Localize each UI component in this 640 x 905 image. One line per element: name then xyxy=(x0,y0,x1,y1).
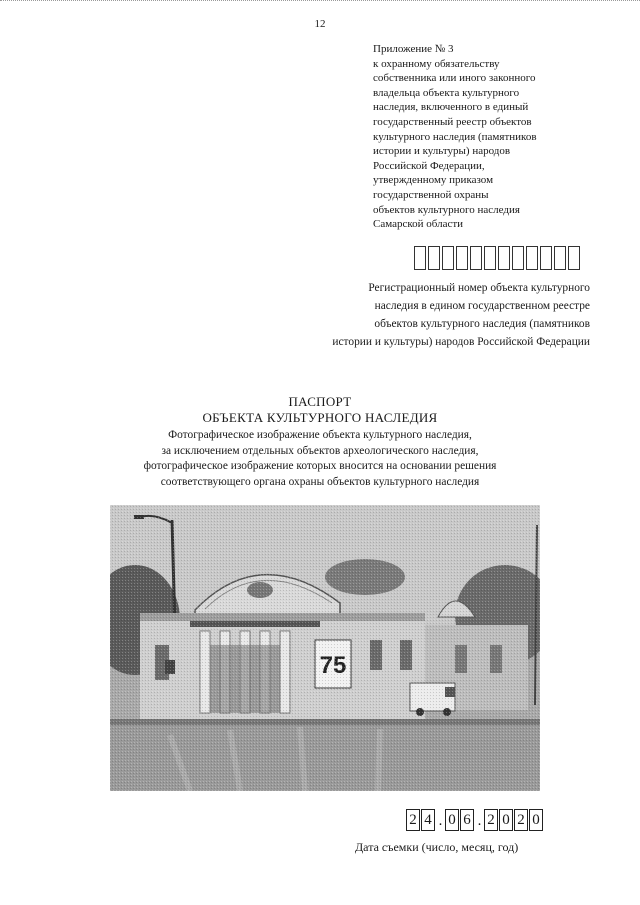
date-year-digit: 2 xyxy=(514,809,528,831)
date-separator: . xyxy=(477,813,482,829)
appendix-line: собственника или иного законного xyxy=(373,72,536,85)
appendix-line: к охранному обязательству xyxy=(373,57,500,70)
appendix-line: культурного наследия (памятников xyxy=(373,130,537,143)
registration-label-line: наследия в едином государственном реестре xyxy=(374,300,590,312)
date-day-digit: 2 xyxy=(406,809,420,831)
registration-label-line: объектов культурного наследия (памятников xyxy=(374,318,590,330)
registration-cell xyxy=(498,246,510,270)
registration-cell xyxy=(414,246,426,270)
title-line: ОБЪЕКТА КУЛЬТУРНОГО НАСЛЕДИЯ xyxy=(202,410,438,425)
date-year-digit: 0 xyxy=(499,809,513,831)
registration-cell xyxy=(484,246,496,270)
caption-line: фотографическое изображение которых вносится на основании решения xyxy=(143,460,497,472)
registration-cell xyxy=(554,246,566,270)
registration-cell xyxy=(512,246,524,270)
registration-cell xyxy=(540,246,552,270)
caption-line: соответствующего органа охраны объектов культурного наследия xyxy=(160,475,480,488)
registration-cell xyxy=(428,246,440,270)
date-year-digit: 0 xyxy=(529,809,543,831)
appendix-block xyxy=(373,42,613,232)
photo-illustration xyxy=(110,505,540,791)
registration-cell xyxy=(526,246,538,270)
appendix-line: государственный реестр объектов xyxy=(373,115,532,128)
caption-line: за исключением отдельных объектов археологического наследия, xyxy=(161,444,479,457)
date-month-digit: 0 xyxy=(445,809,459,831)
title-line: ПАСПОРТ xyxy=(288,394,352,409)
page-top-border xyxy=(0,0,640,1)
date-month-digit: 6 xyxy=(460,809,474,831)
shooting-date xyxy=(406,809,544,831)
registration-cell xyxy=(568,246,580,270)
halftone-texture xyxy=(110,505,540,791)
page-number: 12 xyxy=(314,18,326,30)
appendix-line: объектов культурного наследия xyxy=(373,203,520,216)
appendix-line: Самарской области xyxy=(373,218,464,231)
date-separator: . xyxy=(438,813,443,829)
appendix-line: утвержденному приказом xyxy=(373,174,494,187)
appendix-line: владельца объекта культурного xyxy=(373,86,520,99)
appendix-line: истории и культуры) народов xyxy=(373,145,511,158)
date-year-digit: 2 xyxy=(484,809,498,831)
date-day-digit: 4 xyxy=(421,809,435,831)
caption-line: Фотографическое изображение объекта культурного наследия, xyxy=(168,429,472,441)
registration-label-line: Регистрационный номер объекта культурного xyxy=(368,282,590,294)
appendix-line: государственной охраны xyxy=(373,188,489,201)
photo-caption xyxy=(0,428,640,490)
registration-cell xyxy=(470,246,482,270)
registration-cell xyxy=(456,246,468,270)
date-label: Дата съемки (число, месяц, год) xyxy=(355,840,519,854)
appendix-line: Приложение № 3 xyxy=(373,43,454,55)
registration-cell xyxy=(442,246,454,270)
registration-number-cells xyxy=(414,246,582,270)
heritage-building-photo xyxy=(110,505,540,791)
appendix-line: Российской Федерации, xyxy=(373,159,485,172)
registration-label-line: истории и культуры) народов Российской Федерации xyxy=(332,336,590,348)
appendix-line: наследия, включенного в единый xyxy=(373,101,529,114)
registration-label xyxy=(332,279,590,351)
document-title xyxy=(0,394,640,426)
